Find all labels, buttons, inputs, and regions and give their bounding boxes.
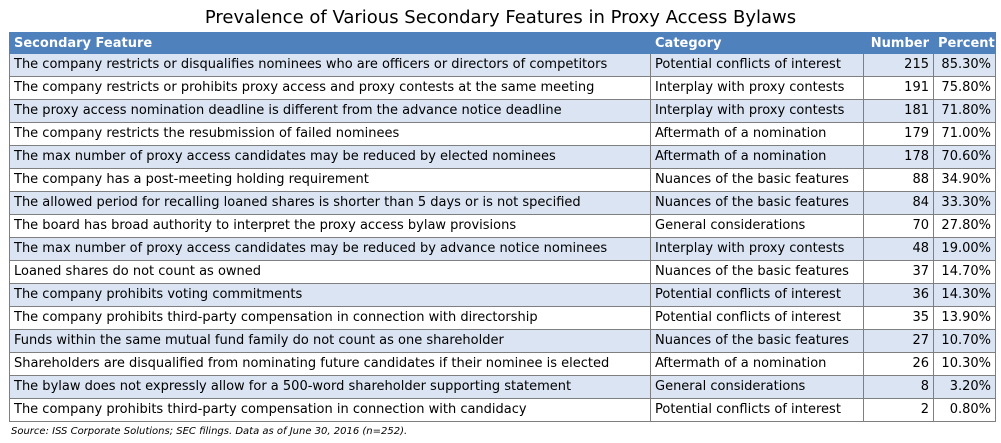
cell-number: 215 [864, 54, 934, 77]
header-category: Category [651, 33, 864, 54]
cell-category: Potential conflicts of interest [651, 307, 864, 330]
cell-category: Aftermath of a nomination [651, 146, 864, 169]
table-row [10, 238, 996, 261]
table-row [10, 284, 996, 307]
table-row [10, 330, 996, 353]
cell-feature: The company prohibits third-party compensation in connection with candidacy [10, 399, 651, 422]
cell-category: Potential conflicts of interest [651, 284, 864, 307]
cell-percent: 71.00% [934, 123, 996, 146]
cell-percent: 27.80% [934, 215, 996, 238]
cell-category: Potential conflicts of interest [651, 399, 864, 422]
cell-number: 70 [864, 215, 934, 238]
cell-percent: 75.80% [934, 77, 996, 100]
cell-feature: The max number of proxy access candidates may be reduced by advance notice nominees [10, 238, 651, 261]
cell-feature: Loaned shares do not count as owned [10, 261, 651, 284]
cell-category: Interplay with proxy contests [651, 238, 864, 261]
header-secondary-feature: Secondary Feature [10, 33, 651, 54]
table-row [10, 100, 996, 123]
cell-number: 88 [864, 169, 934, 192]
cell-category: Aftermath of a nomination [651, 123, 864, 146]
table-row [10, 123, 996, 146]
header-percent: Percent [934, 33, 996, 54]
cell-category: General considerations [651, 376, 864, 399]
table-row [10, 192, 996, 215]
cell-category: Potential conflicts of interest [651, 54, 864, 77]
cell-feature: The bylaw does not expressly allow for a 500-word shareholder supporting statement [10, 376, 651, 399]
cell-percent: 14.70% [934, 261, 996, 284]
cell-number: 37 [864, 261, 934, 284]
cell-percent: 10.30% [934, 353, 996, 376]
cell-percent: 34.90% [934, 169, 996, 192]
cell-feature: The company restricts the resubmission of failed nominees [10, 123, 651, 146]
header-number: Number [864, 33, 934, 54]
cell-category: Nuances of the basic features [651, 261, 864, 284]
cell-percent: 70.60% [934, 146, 996, 169]
cell-category: Nuances of the basic features [651, 330, 864, 353]
cell-feature: The allowed period for recalling loaned shares is shorter than 5 days or is not specified [10, 192, 651, 215]
table-row [10, 146, 996, 169]
table-row [10, 376, 996, 399]
cell-feature: The max number of proxy access candidates may be reduced by elected nominees [10, 146, 651, 169]
cell-feature: The company has a post-meeting holding requirement [10, 169, 651, 192]
cell-number: 36 [864, 284, 934, 307]
cell-feature: The company prohibits voting commitments [10, 284, 651, 307]
cell-number: 84 [864, 192, 934, 215]
cell-number: 181 [864, 100, 934, 123]
table-row [10, 261, 996, 284]
header-row [10, 33, 996, 54]
cell-feature: The company restricts or disqualifies nominees who are officers or directors of competitors [10, 54, 651, 77]
cell-category: Aftermath of a nomination [651, 353, 864, 376]
table-row [10, 169, 996, 192]
cell-feature: Funds within the same mutual fund family do not count as one shareholder [10, 330, 651, 353]
cell-number: 179 [864, 123, 934, 146]
cell-feature: The company restricts or prohibits proxy access and proxy contests at the same meeting [10, 77, 651, 100]
cell-feature: The board has broad authority to interpret the proxy access bylaw provisions [10, 215, 651, 238]
cell-category: Interplay with proxy contests [651, 100, 864, 123]
cell-number: 27 [864, 330, 934, 353]
table-row [10, 353, 996, 376]
cell-feature: Shareholders are disqualified from nominating future candidates if their nominee is elected [10, 353, 651, 376]
cell-category: General considerations [651, 215, 864, 238]
cell-category: Nuances of the basic features [651, 169, 864, 192]
cell-number: 178 [864, 146, 934, 169]
table-row [10, 54, 996, 77]
table-row [10, 399, 996, 422]
cell-number: 48 [864, 238, 934, 261]
cell-percent: 71.80% [934, 100, 996, 123]
cell-percent: 10.70% [934, 330, 996, 353]
source-note: Source: ISS Corporate Solutions; SEC filings. Data as of June 30, 2016 (n=252). [11, 426, 408, 437]
table-row [10, 307, 996, 330]
features-table [9, 32, 996, 422]
table-row [10, 215, 996, 238]
table-title: Prevalence of Various Secondary Features in Proxy Access Bylaws [204, 7, 797, 28]
table-row [10, 77, 996, 100]
cell-category: Interplay with proxy contests [651, 77, 864, 100]
cell-number: 8 [864, 376, 934, 399]
cell-percent: 33.30% [934, 192, 996, 215]
cell-feature: The company prohibits third-party compensation in connection with directorship [10, 307, 651, 330]
cell-percent: 0.80% [934, 399, 996, 422]
cell-number: 26 [864, 353, 934, 376]
cell-percent: 13.90% [934, 307, 996, 330]
cell-percent: 85.30% [934, 54, 996, 77]
cell-number: 35 [864, 307, 934, 330]
cell-feature: The proxy access nomination deadline is different from the advance notice deadline [10, 100, 651, 123]
cell-number: 2 [864, 399, 934, 422]
cell-percent: 19.00% [934, 238, 996, 261]
cell-percent: 14.30% [934, 284, 996, 307]
cell-category: Nuances of the basic features [651, 192, 864, 215]
cell-percent: 3.20% [934, 376, 996, 399]
cell-number: 191 [864, 77, 934, 100]
